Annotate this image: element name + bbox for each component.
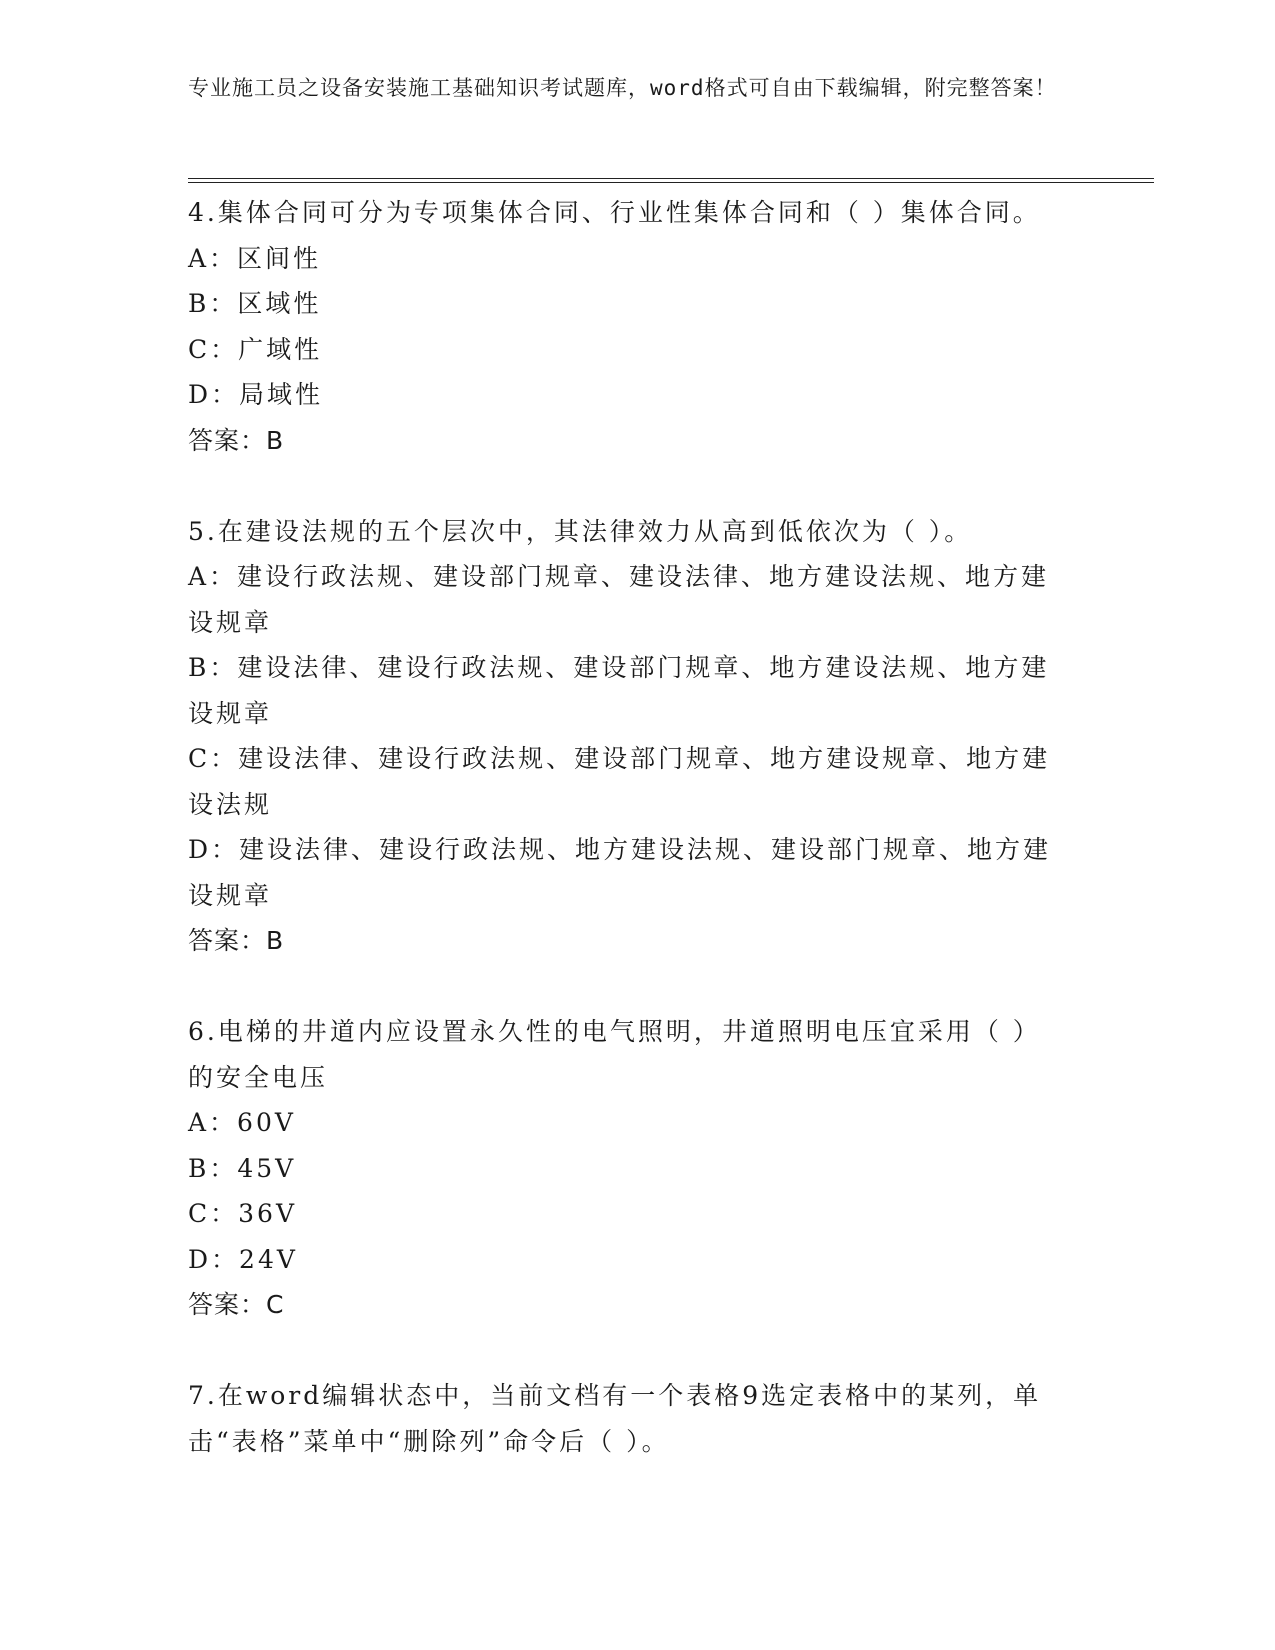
header-divider-double <box>188 182 1154 183</box>
question-block <box>188 190 1068 463</box>
question-stem: 7.在word编辑状态中，当前文档有一个表格9选定表格中的某列，单击“表格”菜单中“删除列”命令后（ ）。 <box>188 1381 1042 1456</box>
header-divider <box>188 178 1154 179</box>
option-a: A：60V <box>188 1108 296 1137</box>
question-block <box>188 1009 1068 1328</box>
answer-line: 答案：B <box>188 425 285 455</box>
option-a: A：建设行政法规、建设部门规章、建设法律、地方建设法规、地方建设规章 <box>188 562 1050 637</box>
question-block <box>188 509 1068 964</box>
spacer <box>188 964 1068 1010</box>
document-header: 专业施工员之设备安装施工基础知识考试题库，word格式可自由下载编辑，附完整答案！ <box>188 76 1057 100</box>
option-c: C：广域性 <box>188 334 323 364</box>
option-c: C：建设法律、建设行政法规、建设部门规章、地方建设规章、地方建设法规 <box>188 744 1051 819</box>
option-d: D：局域性 <box>188 380 324 409</box>
question-stem: 4.集体合同可分为专项集体合同、行业性集体合同和（ ）集体合同。 <box>188 198 1041 227</box>
question-block <box>188 1373 1068 1464</box>
answer-line: 答案：B <box>188 926 285 955</box>
question-list <box>188 190 1068 1464</box>
option-a: A：区间性 <box>188 243 322 273</box>
question-stem: 6.电梯的井道内应设置永久性的电气照明，井道照明电压宜采用（ ）的安全电压 <box>188 1017 1041 1092</box>
spacer <box>188 463 1068 509</box>
option-d: D：建设法律、建设行政法规、地方建设法规、建设部门规章、地方建设规章 <box>188 835 1052 910</box>
answer-line: 答案：C <box>188 1290 285 1319</box>
option-b: B：45V <box>188 1153 297 1183</box>
option-b: B：建设法律、建设行政法规、建设部门规章、地方建设法规、地方建设规章 <box>188 653 1050 728</box>
option-d: D：24V <box>188 1244 298 1274</box>
option-b: B：区域性 <box>188 289 322 318</box>
spacer <box>188 1328 1068 1374</box>
option-c: C：36V <box>188 1199 297 1228</box>
question-stem: 5.在建设法规的五个层次中，其法律效力从高到低依次为（ ）。 <box>188 516 973 546</box>
